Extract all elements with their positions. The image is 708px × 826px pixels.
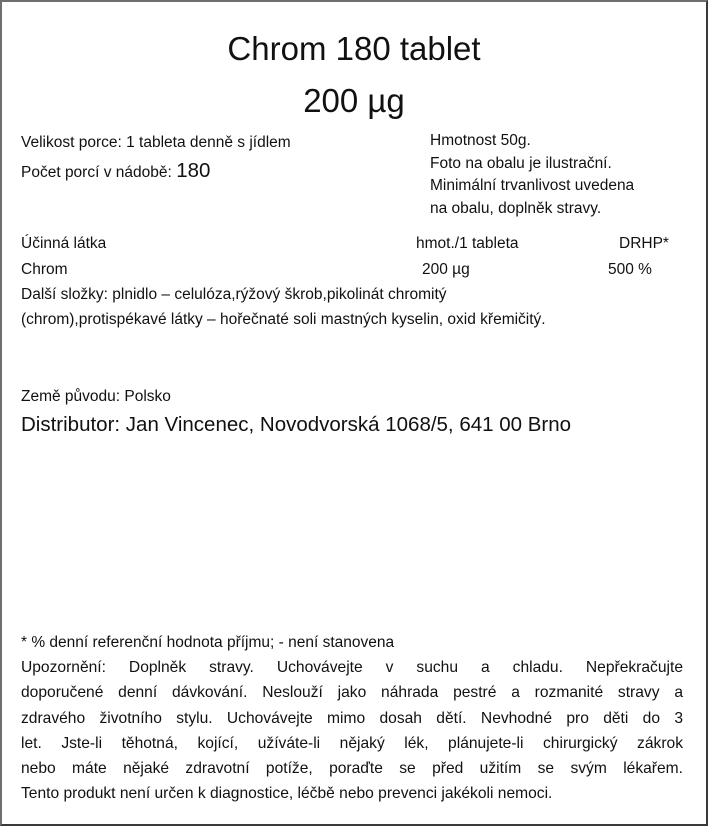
serving-size: Velikost porce: 1 tableta denně s jídlem [21,134,291,151]
table-cell-amount: 200 µg [422,261,470,278]
serving-count-label: Počet porcí v nádobě: [21,164,172,181]
serving-count [21,159,210,183]
product-info-block [430,130,690,220]
product-info-line: Hmotnost 50g. [430,132,531,149]
warning-line: Upozornění: Doplněk stravy. Uchovávejte v suchu a chladu. Nepřekračujte [21,659,683,676]
warning-line: Tento produkt není určen k diagnostice, léčbě nebo prevenci jakékoli nemoci. [21,785,553,803]
serving-count-value: 180 [176,159,211,182]
other-ingredients-line: (chrom),protispékavé látky – hořečnaté soli mastných kyselin, oxid křemičitý. [21,311,546,328]
footnote: * % denní referenční hodnota příjmu; - není stanovena [21,634,395,651]
other-ingredients-line: Další složky: plnidlo – celulóza,rýžový škrob,pikolinát chromitý [21,286,447,303]
table-cell-drhp: 500 % [608,261,652,278]
table-header-amount: hmot./1 tableta [416,235,519,252]
product-info-line: Minimální trvanlivost uvedena [430,177,635,194]
product-title: Chrom 180 tablet [227,30,481,67]
warning-line: doporučené denní dávkování. Neslouží jako náhrada pestré a rozmanité stravy a [21,684,683,702]
warning-line: nebo máte nějaké zdravotní potíže, poraďte se před užitím se svým lékařem. [21,760,683,778]
table-header-drhp: DRHP* [619,235,669,252]
product-info-line: Foto na obalu je ilustrační. [430,154,612,172]
distributor: Distributor: Jan Vincenec, Novodvorská 1068/5, 641 00 Brno [21,413,572,436]
warning-text [21,655,683,807]
product-info-line: na obalu, doplněk stravy. [430,199,602,217]
table-cell-substance: Chrom [21,261,68,278]
warning-line: zdravého životního stylu. Uchovávejte mimo dosah dětí. Nevhodné pro děti do 3 [21,709,683,727]
table-header-substance: Účinná látka [21,235,107,252]
country-of-origin: Země původu: Polsko [21,388,171,405]
warning-line: let. Jste-li těhotná, kojící, užíváte-li nějaký lék, plánujete-li chirurgický zákrok [21,734,683,752]
product-dosage: 200 µg [303,82,405,119]
